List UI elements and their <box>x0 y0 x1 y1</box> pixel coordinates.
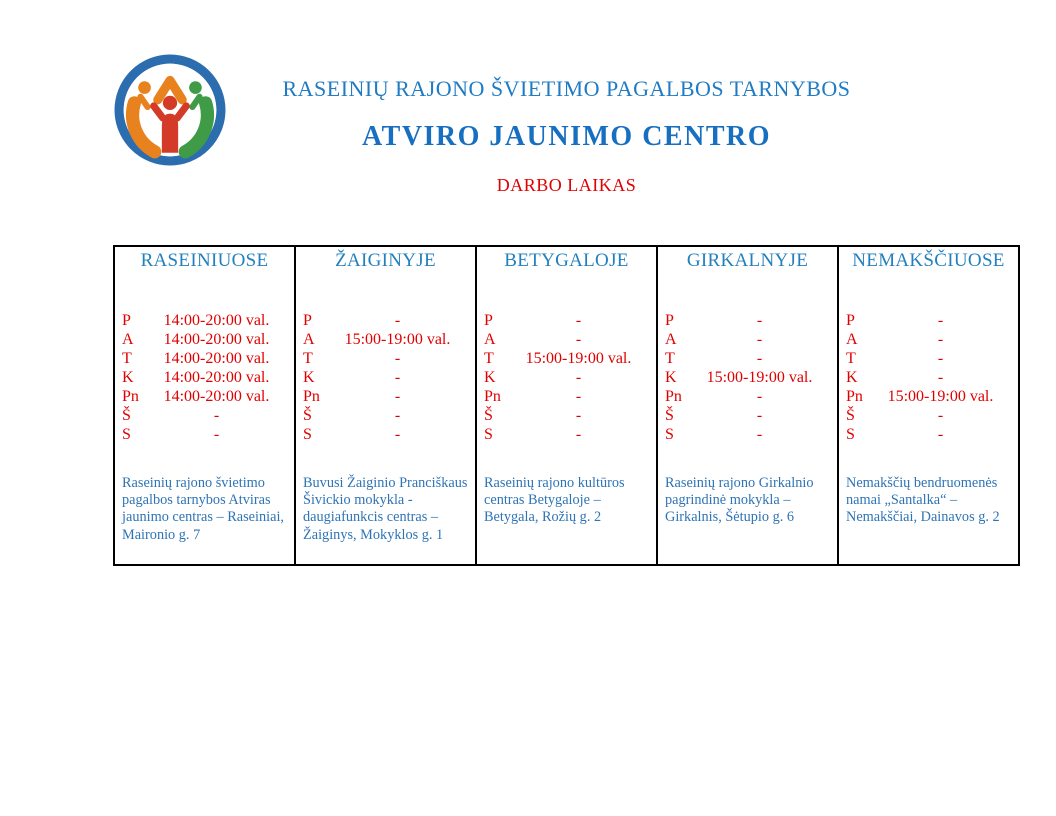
day-label: S <box>665 426 674 443</box>
schedule-row <box>665 368 828 387</box>
schedule-row <box>303 387 466 406</box>
day-label: Pn <box>846 388 863 405</box>
day-label: K <box>484 369 496 386</box>
day-label: A <box>122 331 134 348</box>
day-label: S <box>122 426 131 443</box>
location-column-nemaksciuose <box>837 247 1018 564</box>
schedule-row <box>846 406 1009 425</box>
day-label: Š <box>303 407 312 424</box>
day-label: P <box>484 312 493 329</box>
time-value: - <box>756 350 763 367</box>
day-label: A <box>303 331 315 348</box>
day-label: K <box>846 369 858 386</box>
schedule-block <box>846 311 1009 444</box>
organization-title: RASEINIŲ RAJONO ŠVIETIMO PAGALBOS TARNYBOS <box>282 76 851 101</box>
time-value: - <box>575 426 582 443</box>
time-value: - <box>394 407 401 424</box>
schedule-row <box>665 425 828 444</box>
schedule-row <box>846 311 1009 330</box>
center-title: ATVIRO JAUNIMO CENTRO <box>362 121 771 152</box>
schedule-row <box>122 311 285 330</box>
schedule-row <box>846 425 1009 444</box>
schedule-row <box>122 330 285 349</box>
schedule-row <box>303 311 466 330</box>
day-label: Š <box>484 407 493 424</box>
day-label: Š <box>122 407 131 424</box>
time-value: - <box>575 331 582 348</box>
location-title: NEMAKŠČIUOSE <box>852 250 1005 271</box>
time-value: - <box>394 312 401 329</box>
day-label: S <box>484 426 493 443</box>
time-value: - <box>756 426 763 443</box>
schedule-row <box>122 406 285 425</box>
schedule-row <box>484 387 647 406</box>
time-value: - <box>937 312 944 329</box>
schedule-row <box>303 330 466 349</box>
location-title: BETYGALOJE <box>504 250 629 271</box>
schedule-row <box>846 349 1009 368</box>
schedule-row <box>846 368 1009 387</box>
location-column-betygaloje <box>475 247 656 564</box>
time-value: - <box>213 407 220 424</box>
day-label: Pn <box>122 388 139 405</box>
schedule-row <box>484 368 647 387</box>
day-label: A <box>484 331 496 348</box>
day-label: P <box>122 312 131 329</box>
day-label: A <box>665 331 677 348</box>
schedule-row <box>303 368 466 387</box>
schedule-row <box>484 330 647 349</box>
time-value: - <box>394 369 401 386</box>
day-label: P <box>846 312 855 329</box>
time-value: - <box>937 426 944 443</box>
schedule-row <box>846 387 1009 406</box>
schedule-row <box>846 330 1009 349</box>
location-title: RASEINIUOSE <box>140 250 269 271</box>
day-label: S <box>303 426 312 443</box>
schedule-row <box>122 425 285 444</box>
day-label: Pn <box>484 388 501 405</box>
location-column-raseiniuose <box>115 247 294 564</box>
day-label: T <box>665 350 675 367</box>
schedule-row <box>484 425 647 444</box>
time-value: - <box>394 388 401 405</box>
time-value: - <box>575 369 582 386</box>
day-label: T <box>122 350 132 367</box>
time-value: 14:00-20:00 val. <box>163 331 270 348</box>
time-value: 15:00-19:00 val. <box>525 350 632 367</box>
location-address: Raseinių rajono švietimo pagalbos tarnybos Atviras jaunimo centras – Raseiniai, Maironio g. 7 <box>122 475 284 543</box>
schedule-row <box>303 425 466 444</box>
time-value: 14:00-20:00 val. <box>163 369 270 386</box>
time-value: - <box>213 426 220 443</box>
day-label: A <box>846 331 858 348</box>
working-hours-subtitle: DARBO LAIKAS <box>496 175 637 195</box>
schedule-row <box>665 349 828 368</box>
schedule-row <box>484 349 647 368</box>
day-label: K <box>122 369 134 386</box>
time-value: 14:00-20:00 val. <box>163 388 270 405</box>
location-title: ŽAIGINYJE <box>335 250 436 271</box>
day-label: Š <box>665 407 674 424</box>
schedule-block <box>122 311 285 444</box>
schedule-row <box>303 349 466 368</box>
schedule-block <box>665 311 828 444</box>
time-value: 14:00-20:00 val. <box>163 312 270 329</box>
time-value: 15:00-19:00 val. <box>706 369 813 386</box>
location-address: Raseinių rajono Girkalnio pagrindinė mokykla – Girkalnis, Šėtupio g. 6 <box>665 475 814 526</box>
day-label: Pn <box>665 388 682 405</box>
location-address: Nemakščių bendruomenės namai „Santalka“ – Nemakščiai, Dainavos g. 2 <box>846 475 1000 526</box>
time-value: - <box>756 388 763 405</box>
schedule-block <box>484 311 647 444</box>
day-label: P <box>665 312 674 329</box>
time-value: - <box>394 350 401 367</box>
time-value: - <box>575 388 582 405</box>
location-address: Raseinių rajono kultūros centras Betygaloje – Betygala, Rožių g. 2 <box>484 475 625 526</box>
day-label: S <box>846 426 855 443</box>
location-column-girkalnyje <box>656 247 837 564</box>
time-value: - <box>937 350 944 367</box>
schedule-row <box>122 368 285 387</box>
day-label: K <box>303 369 315 386</box>
schedule-row <box>665 387 828 406</box>
time-value: - <box>937 407 944 424</box>
location-column-zaiginyje <box>294 247 475 564</box>
time-value: - <box>756 312 763 329</box>
day-label: T <box>484 350 494 367</box>
time-value: - <box>575 312 582 329</box>
time-value: 14:00-20:00 val. <box>163 350 270 367</box>
schedule-block <box>303 311 466 444</box>
schedule-row <box>303 406 466 425</box>
schedule-row <box>122 387 285 406</box>
location-address: Buvusi Žaiginio Pranciškaus Šivickio mokykla - daugiafunkcis centras – Žaiginys, Mokyklos g. 1 <box>303 475 468 543</box>
time-value: 15:00-19:00 val. <box>887 388 994 405</box>
schedule-row <box>665 330 828 349</box>
schedule-row <box>484 311 647 330</box>
location-title: GIRKALNYJE <box>686 250 809 271</box>
day-label: K <box>665 369 677 386</box>
time-value: 15:00-19:00 val. <box>344 331 451 348</box>
day-label: P <box>303 312 312 329</box>
time-value: - <box>756 407 763 424</box>
time-value: - <box>575 407 582 424</box>
working-hours-table <box>113 245 1020 566</box>
day-label: Š <box>846 407 855 424</box>
time-value: - <box>756 331 763 348</box>
time-value: - <box>937 369 944 386</box>
schedule-row <box>665 311 828 330</box>
day-label: T <box>846 350 856 367</box>
day-label: Pn <box>303 388 320 405</box>
time-value: - <box>394 426 401 443</box>
schedule-row <box>122 349 285 368</box>
schedule-row <box>484 406 647 425</box>
time-value: - <box>937 331 944 348</box>
day-label: T <box>303 350 313 367</box>
schedule-row <box>665 406 828 425</box>
